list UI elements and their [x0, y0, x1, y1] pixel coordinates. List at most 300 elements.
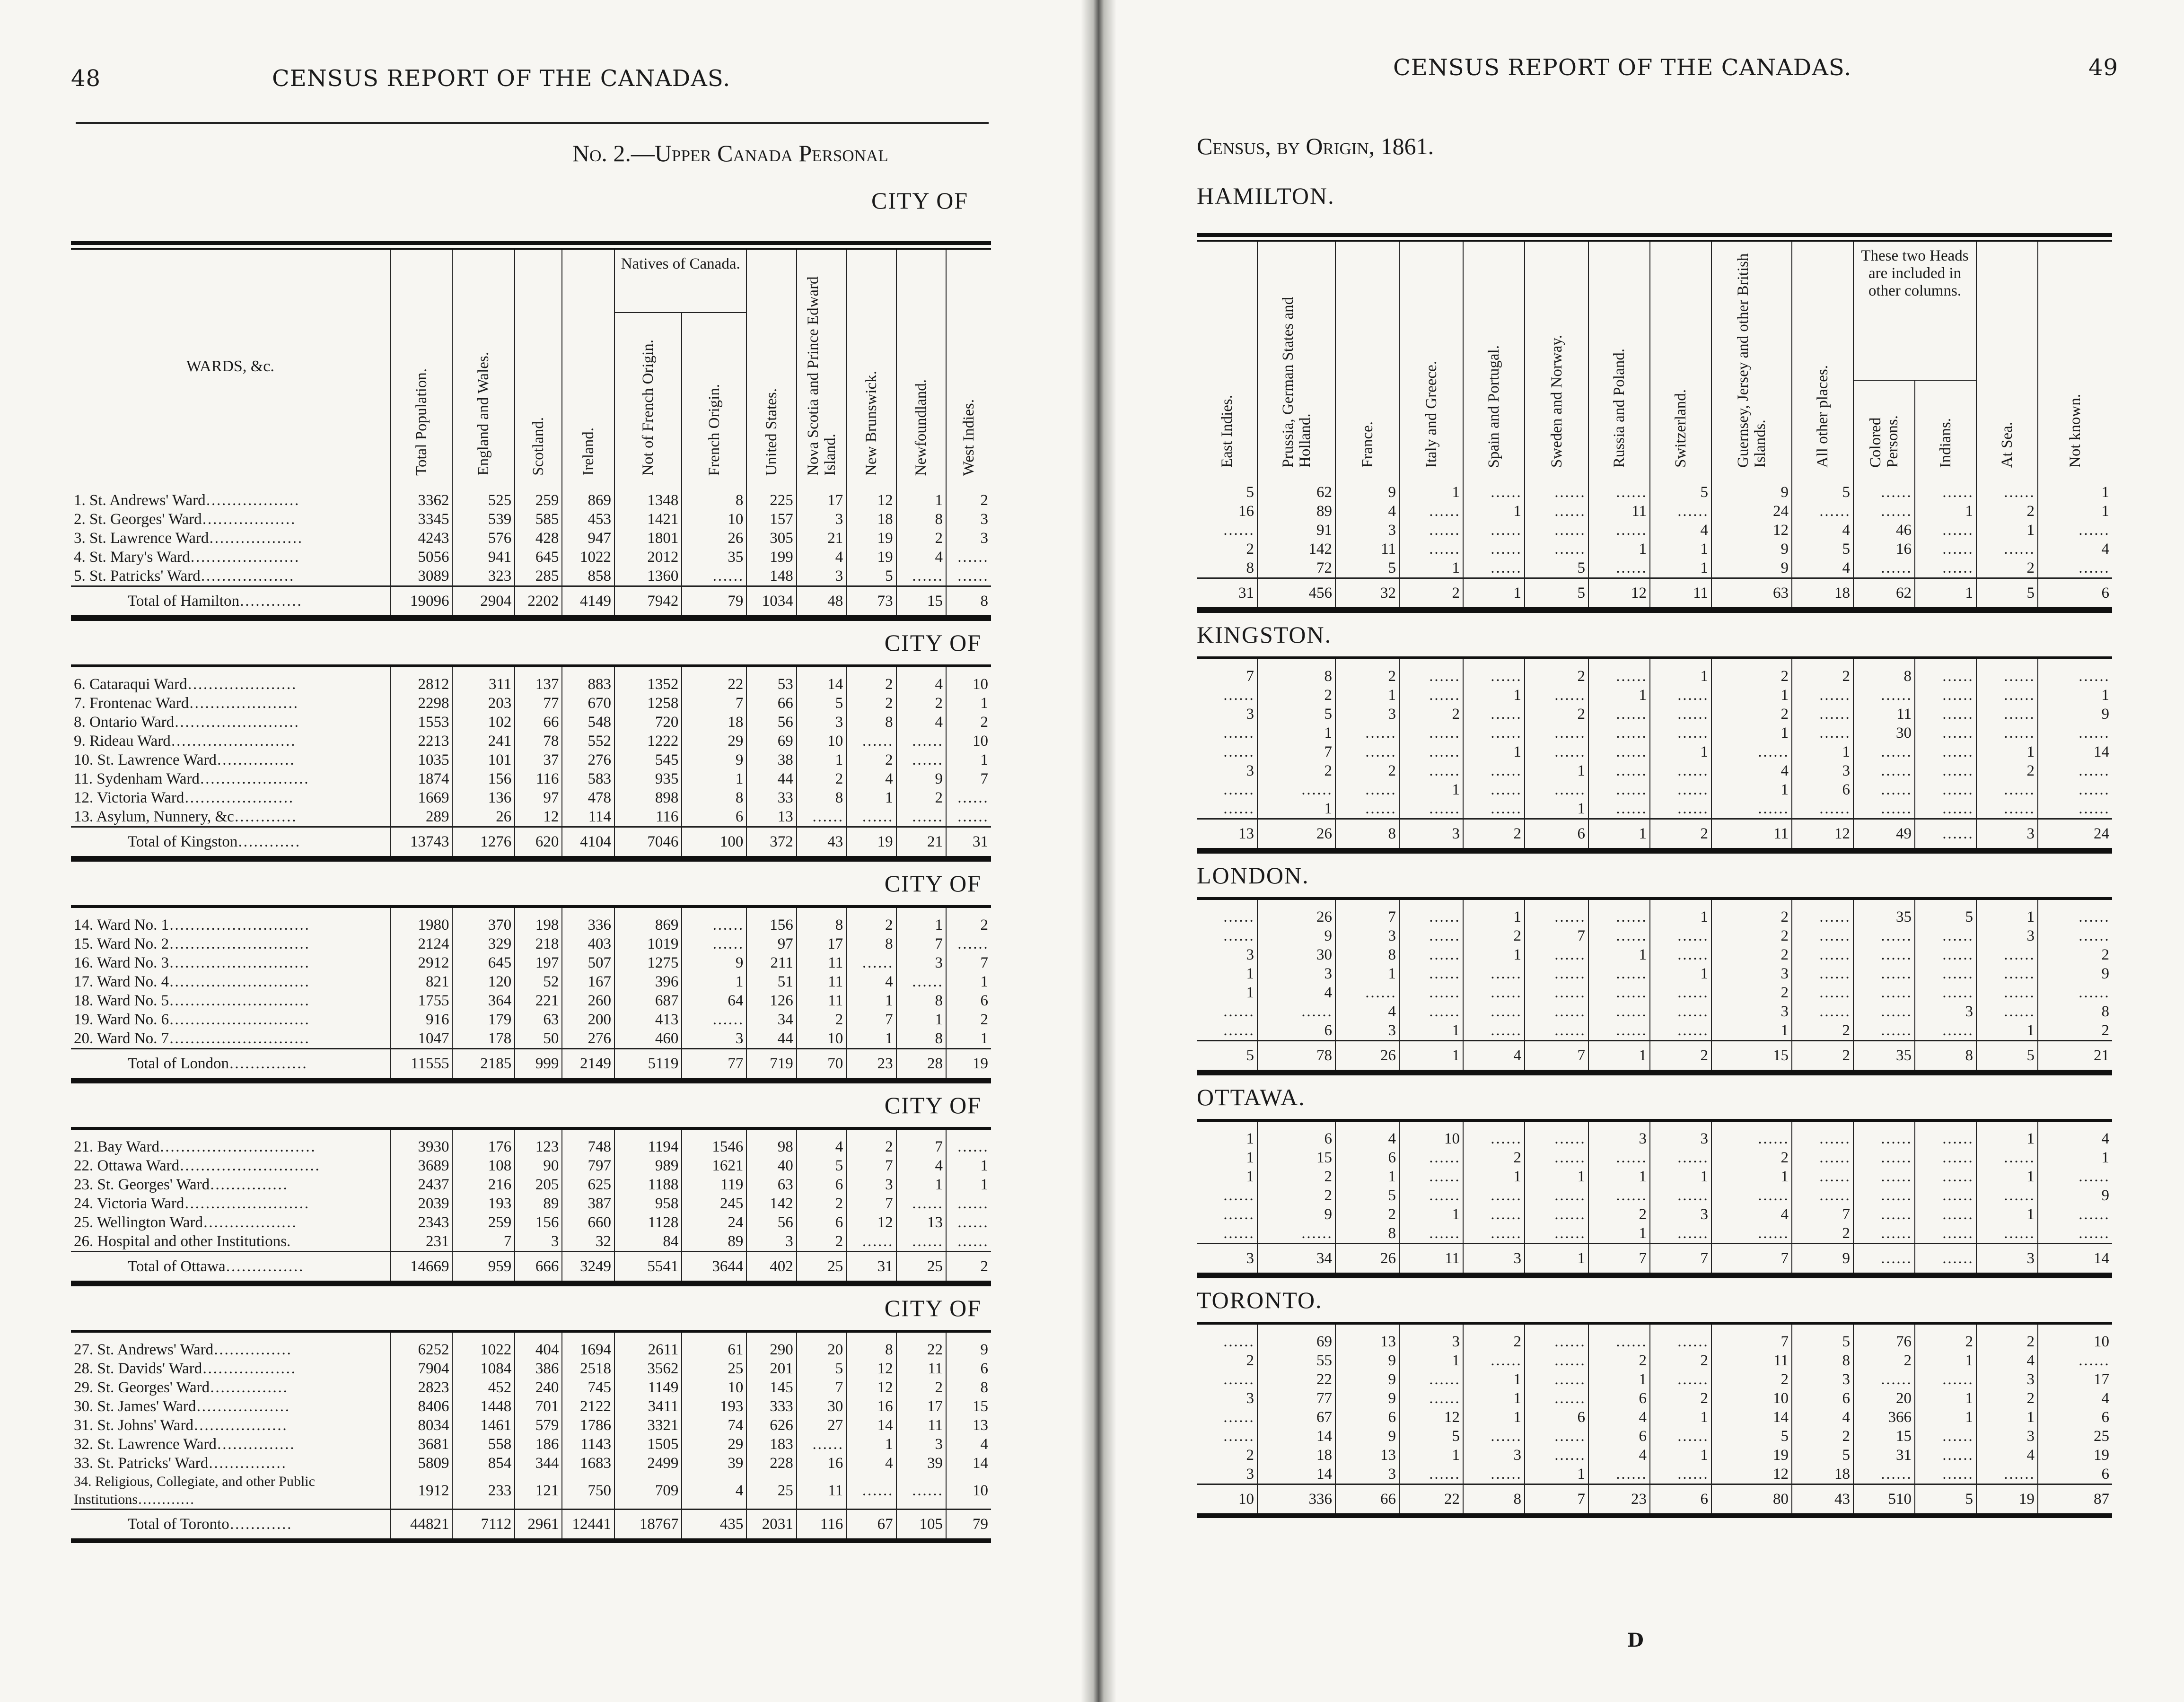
- table-cell: 123: [515, 1128, 562, 1156]
- table-cell: ……: [1915, 686, 1976, 705]
- table-cell: ……: [1223, 1003, 1254, 1020]
- total-cell: 372: [746, 827, 796, 859]
- table-cell: ……: [1853, 926, 1915, 945]
- table-cell: 6: [1257, 1120, 1335, 1148]
- table-cell: 1: [896, 1175, 946, 1194]
- table-cell: 25: [2038, 1427, 2112, 1446]
- table-cell: 1: [1711, 724, 1792, 742]
- header-rule: [76, 122, 989, 124]
- total-cell: 44821: [390, 1510, 453, 1541]
- table-cell: 167: [562, 972, 614, 991]
- table-cell: 16: [797, 1454, 846, 1473]
- table-cell: 9: [682, 953, 746, 972]
- total-cell: 8: [1915, 1041, 1976, 1073]
- table-row: [71, 1378, 991, 1397]
- table-cell: 344: [515, 1454, 562, 1473]
- natives-of-canada-header: Natives of Canada.: [614, 250, 746, 313]
- table-cell: 6: [1588, 1389, 1650, 1408]
- table-cell: 6: [1525, 1408, 1588, 1427]
- table-cell: 56: [746, 1213, 796, 1232]
- table-cell: ……: [1463, 983, 1525, 1002]
- table-cell: ……: [1650, 724, 1711, 742]
- section-separator: [71, 859, 991, 907]
- table-cell: 3: [1335, 705, 1399, 724]
- table-cell: 3: [797, 510, 846, 529]
- table-cell: 20: [1853, 1389, 1915, 1408]
- table-cell: 5: [1257, 705, 1335, 724]
- table-cell: 193: [452, 1194, 515, 1213]
- table-cell: ……: [1588, 658, 1650, 686]
- table-cell: 12: [846, 1213, 896, 1232]
- table-cell: ……: [846, 1473, 896, 1510]
- table-cell: 4243: [390, 529, 453, 548]
- table-cell: 8: [896, 1029, 946, 1049]
- total-label: Total of Hamilton…………: [71, 586, 390, 619]
- total-cell: 19: [946, 1049, 991, 1081]
- table-cell: ……: [1915, 1186, 1976, 1205]
- total-row: [71, 1049, 991, 1081]
- ward-name: 14. Ward No. 1………………………: [74, 916, 310, 934]
- table-cell: 179: [452, 1010, 515, 1029]
- table-cell: 305: [746, 529, 796, 548]
- table-cell: ……: [1976, 964, 2038, 983]
- total-cell: 7: [1588, 1244, 1650, 1276]
- included-heads-note: These two Heads are included in other columns.: [1853, 242, 1976, 380]
- table-row: [71, 732, 991, 751]
- table-cell: 69: [1257, 1323, 1335, 1351]
- table-cell: ……: [1853, 964, 1915, 983]
- table-cell: 52: [515, 972, 562, 991]
- total-cell: 11: [1399, 1244, 1463, 1276]
- col-united-states: United States.: [746, 250, 796, 483]
- table-cell: 9: [2038, 964, 2112, 983]
- table-cell: 1: [1246, 984, 1254, 1001]
- total-cell: 25: [797, 1252, 846, 1284]
- table-row: [1197, 1323, 2112, 1351]
- table-cell: 1: [1463, 945, 1525, 964]
- section-separator: [71, 618, 991, 666]
- table-cell: 404: [515, 1331, 562, 1359]
- table-cell: ……: [1588, 1465, 1650, 1484]
- table-cell: ……: [1399, 724, 1463, 742]
- table-cell: 12: [846, 483, 896, 510]
- table-cell: 3: [1976, 1427, 2038, 1446]
- table-cell: 2912: [390, 953, 453, 972]
- total-cell: 3644: [682, 1252, 746, 1284]
- table-cell: ……: [1399, 926, 1463, 945]
- table-cell: 7: [896, 934, 946, 953]
- table-cell: 245: [682, 1194, 746, 1213]
- table-cell: 200: [562, 1010, 614, 1029]
- total-row: [1197, 819, 2112, 851]
- table-cell: 3: [1335, 521, 1399, 540]
- table-cell: ……: [846, 953, 896, 972]
- col-all-other-places: All other places.: [1792, 242, 1853, 475]
- table-cell: 11: [797, 953, 846, 972]
- total-cell: 3: [1976, 819, 2038, 851]
- table-cell: 8: [1246, 559, 1254, 576]
- table-cell: 660: [562, 1213, 614, 1232]
- table-cell: 1: [1463, 742, 1525, 761]
- table-cell: ……: [1525, 1148, 1588, 1167]
- table-cell: 2039: [390, 1194, 453, 1213]
- table-cell: 7904: [390, 1359, 453, 1378]
- table-cell: ……: [1223, 1022, 1254, 1039]
- table-cell: 898: [614, 788, 682, 807]
- table-cell: ……: [1853, 1021, 1915, 1041]
- table-cell: 3681: [390, 1435, 453, 1454]
- total-cell: 959: [452, 1252, 515, 1284]
- table-bottom-rule: [1197, 1516, 2112, 1525]
- table-cell: 1035: [390, 751, 453, 769]
- table-cell: 15: [1853, 1427, 1915, 1446]
- table-cell: 1: [682, 769, 746, 788]
- table-cell: 2: [1588, 1205, 1650, 1224]
- total-cell: 22: [1399, 1484, 1463, 1516]
- table-cell: ……: [1853, 1167, 1915, 1186]
- table-cell: ……: [1463, 799, 1525, 819]
- table-cell: 12: [846, 1359, 896, 1378]
- table-cell: 364: [452, 991, 515, 1010]
- table-cell: 4: [1792, 559, 1853, 578]
- running-head: CENSUS REPORT OF THE CANADAS.: [1393, 54, 1852, 81]
- table-cell: ……: [1792, 686, 1853, 705]
- total-cell: 26: [1335, 1244, 1399, 1276]
- table-cell: ……: [1853, 559, 1915, 578]
- table-cell: 413: [614, 1010, 682, 1029]
- table-cell: 7: [946, 953, 991, 972]
- table-cell: 1194: [614, 1128, 682, 1156]
- table-cell: 2: [797, 769, 846, 788]
- table-row: [71, 1416, 991, 1435]
- total-cell: 35: [1853, 1041, 1915, 1073]
- table-cell: 19: [1711, 1446, 1792, 1465]
- table-cell: 916: [390, 1010, 453, 1029]
- table-cell: 2: [896, 529, 946, 548]
- table-cell: 3: [682, 1029, 746, 1049]
- table-cell: 1: [1463, 1167, 1525, 1186]
- table-cell: ……: [1588, 983, 1650, 1002]
- ward-name: 9. Rideau Ward……………………: [74, 733, 296, 750]
- table-cell: 720: [614, 713, 682, 732]
- total-cell: 19: [846, 827, 896, 859]
- col-england-wales: England and Wales.: [452, 250, 515, 483]
- table-cell: ……: [1792, 1148, 1853, 1167]
- table-cell: ……: [1915, 705, 1976, 724]
- total-cell: 79: [682, 586, 746, 619]
- table-cell: ……: [1463, 521, 1525, 540]
- table-cell: 8: [1257, 658, 1335, 686]
- table-cell: ……: [1223, 724, 1254, 742]
- wards-header: WARDS, &c.: [186, 358, 274, 375]
- table-cell: 183: [746, 1435, 796, 1454]
- col-scotland: Scotland.: [515, 250, 562, 483]
- table-cell: 4: [896, 666, 946, 694]
- col-switzerland: Switzerland.: [1650, 242, 1711, 475]
- table-cell: 1: [1525, 761, 1588, 780]
- table-cell: 883: [562, 666, 614, 694]
- table-cell: ……: [1525, 1351, 1588, 1370]
- ward-name: 13. Asylum, Nunnery, &c…………: [74, 808, 297, 825]
- table-cell: ……: [1399, 1465, 1463, 1484]
- col-west-indies: West Indies.: [946, 250, 991, 483]
- table-cell: 5: [1915, 899, 1976, 926]
- table-cell: ……: [1223, 1225, 1254, 1242]
- table-cell: 91: [1257, 521, 1335, 540]
- table-cell: 1: [1335, 964, 1399, 983]
- table-row: [1197, 1148, 2112, 1167]
- total-cell: 510: [1853, 1484, 1915, 1516]
- table-row: [71, 1331, 991, 1359]
- table-cell: 1: [1257, 799, 1335, 819]
- table-cell: 9: [1335, 1370, 1399, 1389]
- ward-name: 16. Ward No. 3………………………: [74, 954, 310, 971]
- table-cell: 1: [1588, 1370, 1650, 1389]
- table-cell: ……: [1915, 761, 1976, 780]
- ward-name: 23. St. Georges' Ward……………: [74, 1176, 288, 1193]
- table-cell: 178: [452, 1029, 515, 1049]
- table-cell: 21: [797, 529, 846, 548]
- left-census-table: [71, 250, 991, 1550]
- table-cell: 32: [562, 1232, 614, 1252]
- table-cell: 2: [1711, 983, 1792, 1002]
- col-east-indies: East Indies.: [1218, 395, 1236, 468]
- table-cell: 4: [2038, 1389, 2112, 1408]
- table-row: [1197, 1224, 2112, 1244]
- total-label: Total of London……………: [71, 1049, 390, 1081]
- table-cell: ……: [1588, 1002, 1650, 1021]
- table-cell: 2: [1792, 658, 1853, 686]
- table-cell: 1: [896, 907, 946, 934]
- table-cell: ……: [1463, 1120, 1525, 1148]
- table-cell: ……: [1463, 1427, 1525, 1446]
- table-cell: 4: [682, 1473, 746, 1510]
- table-cell: 1: [1588, 945, 1650, 964]
- table-cell: ……: [1525, 742, 1588, 761]
- table-cell: 941: [452, 548, 515, 567]
- table-cell: ……: [1463, 964, 1525, 983]
- table-cell: 1755: [390, 991, 453, 1010]
- table-cell: 19: [846, 548, 896, 567]
- table-cell: ……: [1588, 1021, 1650, 1041]
- table-row: [1197, 761, 2112, 780]
- table-cell: 53: [746, 666, 796, 694]
- col-nova-scotia: Nova Scotia and Prince Edward Island.: [797, 250, 846, 483]
- table-cell: 1: [1976, 899, 2038, 926]
- table-cell: 24: [1711, 502, 1792, 521]
- total-cell: 4149: [562, 586, 614, 619]
- table-cell: 142: [746, 1194, 796, 1213]
- table-row: [71, 907, 991, 934]
- total-cell: 12441: [562, 1510, 614, 1541]
- total-cell: 4: [1463, 1041, 1525, 1073]
- table-cell: 947: [562, 529, 614, 548]
- table-cell: 6: [682, 807, 746, 827]
- table-cell: 2499: [614, 1454, 682, 1473]
- total-row: [1197, 1041, 2112, 1073]
- table-cell: 221: [515, 991, 562, 1010]
- table-cell: 17: [797, 934, 846, 953]
- table-cell: 10: [682, 1378, 746, 1397]
- table-cell: 4: [1650, 521, 1711, 540]
- table-cell: 2: [896, 694, 946, 713]
- table-cell: 1980: [390, 907, 453, 934]
- total-cell: 13: [1197, 819, 1257, 851]
- table-cell: ……: [1525, 1186, 1588, 1205]
- table-cell: ……: [1463, 1465, 1525, 1484]
- table-cell: 3089: [390, 567, 453, 586]
- table-cell: 25: [746, 1473, 796, 1510]
- total-cell: 18767: [614, 1510, 682, 1541]
- table-row: [1197, 724, 2112, 742]
- table-cell: ……: [1792, 945, 1853, 964]
- total-label: Total of Toronto…………: [71, 1510, 390, 1541]
- table-cell: ……: [1463, 658, 1525, 686]
- table-cell: ……: [1463, 1002, 1525, 1021]
- table-cell: 3: [1792, 1370, 1853, 1389]
- table-cell: 370: [452, 907, 515, 934]
- table-cell: 2: [1257, 1186, 1335, 1205]
- ward-name: 11. Sydenham Ward…………………: [74, 770, 309, 787]
- table-cell: 1694: [562, 1331, 614, 1359]
- table-cell: 2: [1463, 1148, 1525, 1167]
- table-cell: 39: [682, 1454, 746, 1473]
- table-cell: 2812: [390, 666, 453, 694]
- table-cell: 5: [797, 694, 846, 713]
- total-cell: 435: [682, 1510, 746, 1541]
- table-cell: ……: [1588, 1323, 1650, 1351]
- total-cell: 5: [1525, 578, 1588, 611]
- table-cell: 1: [946, 1175, 991, 1194]
- right-census-table: [1197, 242, 2112, 1525]
- total-cell: 2: [1650, 1041, 1711, 1073]
- table-cell: 259: [515, 483, 562, 510]
- table-cell: ……: [1976, 1224, 2038, 1244]
- ward-name: 5. St. Patricks' Ward………………: [74, 567, 294, 585]
- table-cell: 1: [1915, 502, 1976, 521]
- table-cell: 13: [1335, 1446, 1399, 1465]
- table-cell: 2611: [614, 1331, 682, 1359]
- col-not-french-origin: Not of French Origin.: [614, 313, 682, 483]
- table-cell: 5: [1335, 1186, 1399, 1205]
- table-cell: 2: [1711, 899, 1792, 926]
- table-cell: ……: [1335, 780, 1399, 799]
- table-cell: 478: [562, 788, 614, 807]
- table-cell: 1: [1246, 1130, 1254, 1147]
- table-cell: 9: [1711, 540, 1792, 559]
- table-cell: 3345: [390, 510, 453, 529]
- table-cell: 9: [2038, 1186, 2112, 1205]
- table-cell: 9: [1335, 1427, 1399, 1446]
- table-cell: 136: [452, 788, 515, 807]
- table-cell: 259: [452, 1213, 515, 1232]
- table-cell: ……: [1588, 705, 1650, 724]
- table-cell: ……: [1711, 742, 1792, 761]
- table-cell: 1: [1246, 965, 1254, 982]
- table-cell: 9: [1335, 475, 1399, 502]
- total-cell: 12: [1588, 578, 1650, 611]
- table-cell: ……: [1399, 945, 1463, 964]
- table-cell: 5: [1792, 1323, 1853, 1351]
- total-cell: ……: [1853, 1244, 1915, 1276]
- total-cell: 26: [1257, 819, 1335, 851]
- table-cell: ……: [1853, 799, 1915, 819]
- table-cell: 56: [746, 713, 796, 732]
- total-cell: 4104: [562, 827, 614, 859]
- total-cell: 3: [1399, 819, 1463, 851]
- total-cell: 12: [1792, 819, 1853, 851]
- table-cell: ……: [1915, 475, 1976, 502]
- table-cell: 1874: [390, 769, 453, 788]
- table-cell: 1621: [682, 1156, 746, 1175]
- table-cell: 1: [1711, 686, 1792, 705]
- table-cell: 69: [746, 732, 796, 751]
- table-cell: 3: [1335, 1465, 1399, 1484]
- total-cell: 8: [1463, 1484, 1525, 1516]
- ward-name: 12. Victoria Ward…………………: [74, 789, 294, 806]
- table-cell: 7: [797, 1378, 846, 1397]
- table-cell: 156: [746, 907, 796, 934]
- table-cell: 1019: [614, 934, 682, 953]
- table-cell: 38: [746, 751, 796, 769]
- table-cell: 22: [896, 1331, 946, 1359]
- table-cell: ……: [1463, 724, 1525, 742]
- table-cell: ……: [1399, 658, 1463, 686]
- table-cell: ……: [1463, 1351, 1525, 1370]
- table-cell: ……: [1853, 742, 1915, 761]
- table-cell: 6: [797, 1213, 846, 1232]
- table-row: [1197, 1186, 2112, 1205]
- total-cell: 666: [515, 1252, 562, 1284]
- table-cell: ……: [1525, 686, 1588, 705]
- table-cell: 17: [2038, 1370, 2112, 1389]
- table-cell: ……: [1976, 724, 2038, 742]
- table-cell: 8: [1792, 1351, 1853, 1370]
- table-cell: 8: [797, 907, 846, 934]
- table-cell: 1: [1976, 1205, 2038, 1224]
- col-new-brunswick: New Brunswick.: [846, 250, 896, 483]
- table-cell: 1: [1915, 1351, 1976, 1370]
- table-cell: 121: [515, 1473, 562, 1510]
- table-cell: 77: [515, 694, 562, 713]
- total-cell: 31: [946, 827, 991, 859]
- table-cell: 4: [946, 1435, 991, 1454]
- total-cell: 14669: [390, 1252, 453, 1284]
- table-row: [71, 1213, 991, 1232]
- table-cell: 1: [946, 972, 991, 991]
- table-cell: 10: [946, 1473, 991, 1510]
- table-cell: 7: [1335, 899, 1399, 926]
- table-cell: 3: [1246, 946, 1254, 963]
- total-row: [71, 827, 991, 859]
- table-cell: 2: [1711, 945, 1792, 964]
- table-row: [71, 1473, 991, 1510]
- table-row: [71, 1010, 991, 1029]
- running-head: CENSUS REPORT OF THE CANADAS.: [272, 65, 731, 92]
- table-cell: 2: [1525, 658, 1588, 686]
- table-cell: ……: [1853, 1205, 1915, 1224]
- table-cell: 98: [746, 1128, 796, 1156]
- table-cell: ……: [1853, 686, 1915, 705]
- table-row: [1197, 742, 2112, 761]
- page-number: 49: [2088, 54, 2119, 81]
- table-cell: 8: [2038, 1002, 2112, 1021]
- table-cell: 27: [797, 1416, 846, 1435]
- table-cell: ……: [946, 788, 991, 807]
- table-row: [71, 1454, 991, 1473]
- table-cell: 1: [946, 751, 991, 769]
- table-cell: 3: [1335, 926, 1399, 945]
